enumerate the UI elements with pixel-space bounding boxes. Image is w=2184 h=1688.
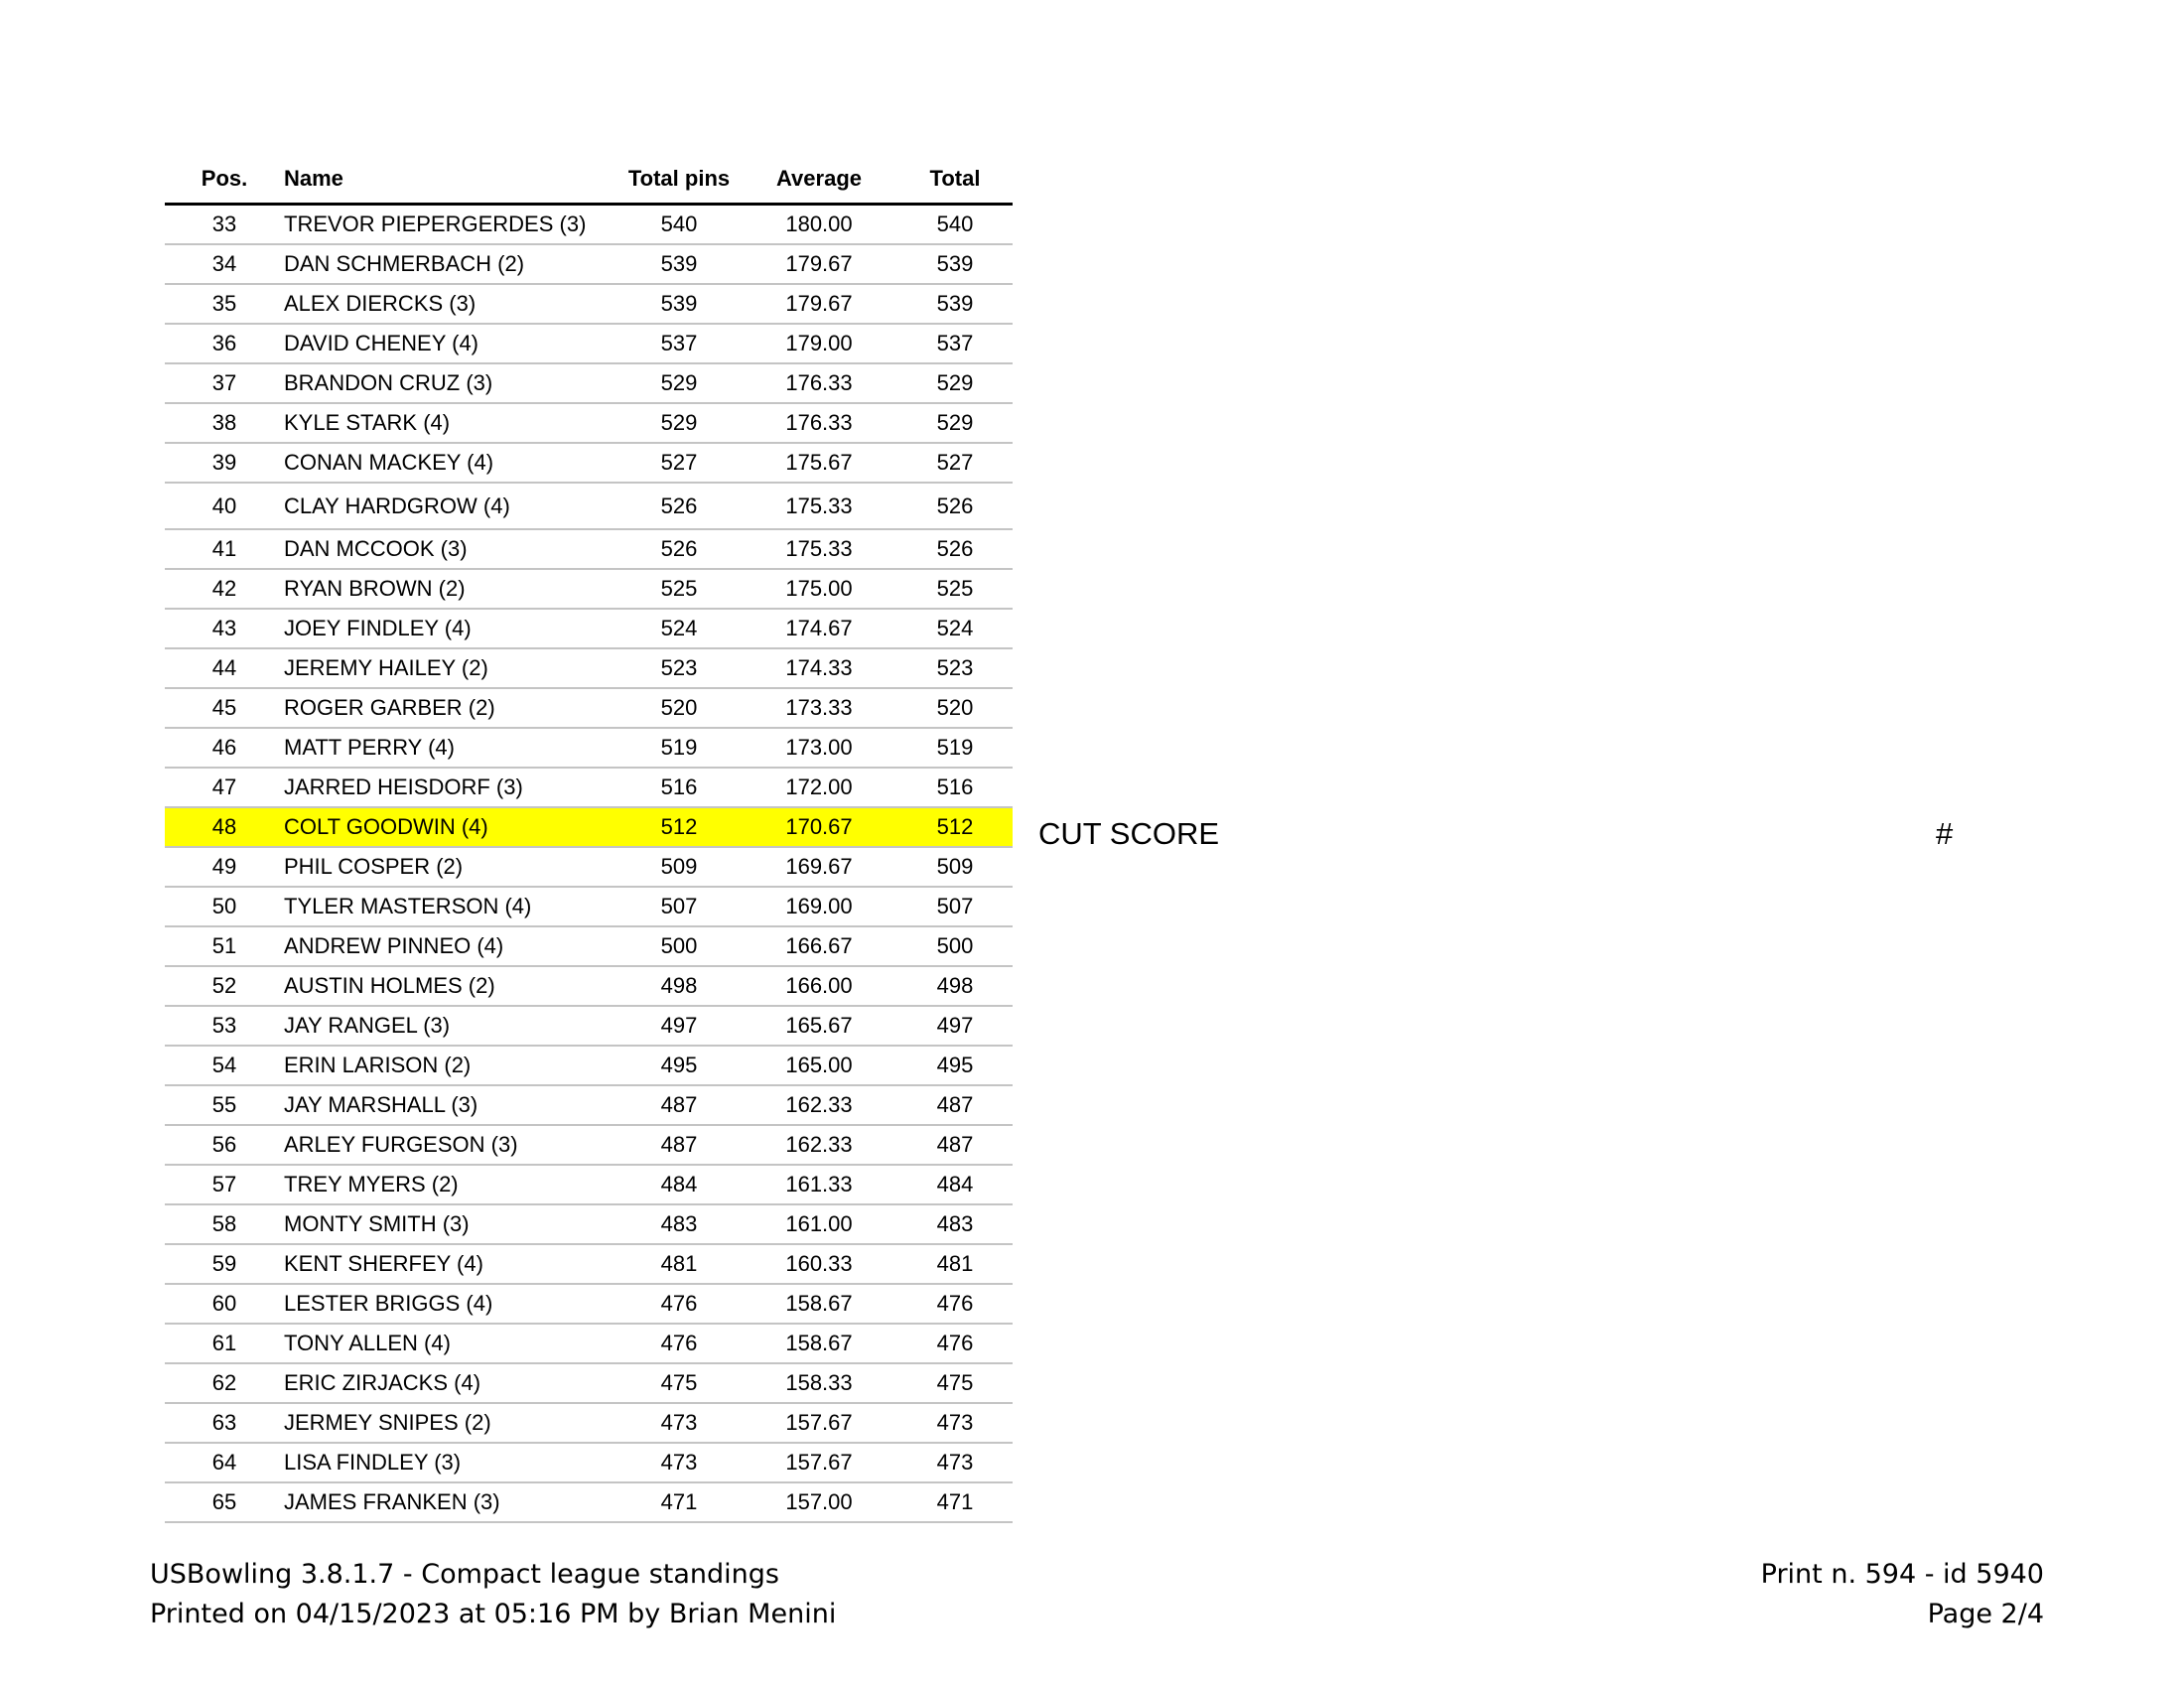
table-row xyxy=(165,1482,1013,1522)
row-total: 523 xyxy=(897,648,1013,688)
row-name: DAN SCHMERBACH (2) xyxy=(284,244,617,284)
table-row xyxy=(165,205,1013,245)
row-total-pins: 497 xyxy=(617,1006,741,1046)
table-row xyxy=(165,648,1013,688)
row-pos: 40 xyxy=(165,483,284,529)
table-row xyxy=(165,284,1013,324)
row-pos: 47 xyxy=(165,768,284,807)
row-name: TONY ALLEN (4) xyxy=(284,1324,617,1363)
row-average: 158.33 xyxy=(741,1363,897,1403)
row-pos: 50 xyxy=(165,887,284,926)
row-average: 176.33 xyxy=(741,363,897,403)
row-total-pins: 539 xyxy=(617,244,741,284)
row-total-pins: 539 xyxy=(617,284,741,324)
row-name: ERIN LARISON (2) xyxy=(284,1046,617,1085)
row-total-pins: 520 xyxy=(617,688,741,728)
row-pos: 53 xyxy=(165,1006,284,1046)
row-name: JERMEY SNIPES (2) xyxy=(284,1403,617,1443)
table-row xyxy=(165,609,1013,648)
table-row xyxy=(165,483,1013,529)
row-average: 166.67 xyxy=(741,926,897,966)
row-total-pins: 512 xyxy=(617,807,741,847)
table-row xyxy=(165,926,1013,966)
footer-print-id: Print n. 594 - id 5940 xyxy=(1760,1559,2044,1590)
row-average: 169.00 xyxy=(741,887,897,926)
table-row xyxy=(165,1244,1013,1284)
row-name: ANDREW PINNEO (4) xyxy=(284,926,617,966)
row-total-pins: 526 xyxy=(617,483,741,529)
row-total-pins: 516 xyxy=(617,768,741,807)
row-name: JEREMY HAILEY (2) xyxy=(284,648,617,688)
row-total: 500 xyxy=(897,926,1013,966)
row-average: 175.33 xyxy=(741,483,897,529)
row-total: 481 xyxy=(897,1244,1013,1284)
row-average: 162.33 xyxy=(741,1085,897,1125)
table-row xyxy=(165,966,1013,1006)
footer-printed-line: Printed on 04/15/2023 at 05:16 PM by Brian Menini xyxy=(150,1599,837,1629)
row-name: LESTER BRIGGS (4) xyxy=(284,1284,617,1324)
row-average: 157.00 xyxy=(741,1482,897,1522)
table-row xyxy=(165,1046,1013,1085)
row-name: KENT SHERFEY (4) xyxy=(284,1244,617,1284)
row-pos: 43 xyxy=(165,609,284,648)
row-total: 526 xyxy=(897,529,1013,569)
row-pos: 57 xyxy=(165,1165,284,1204)
header-total-pins: Total pins xyxy=(617,154,741,205)
row-pos: 54 xyxy=(165,1046,284,1085)
row-average: 157.67 xyxy=(741,1443,897,1482)
row-total-pins: 476 xyxy=(617,1324,741,1363)
table-row xyxy=(165,768,1013,807)
row-average: 158.67 xyxy=(741,1324,897,1363)
row-name: MONTY SMITH (3) xyxy=(284,1204,617,1244)
row-pos: 48 xyxy=(165,807,284,847)
standings-table xyxy=(165,154,1013,1523)
table-row xyxy=(165,1284,1013,1324)
row-average: 160.33 xyxy=(741,1244,897,1284)
row-total-pins: 519 xyxy=(617,728,741,768)
row-pos: 41 xyxy=(165,529,284,569)
row-total: 473 xyxy=(897,1403,1013,1443)
row-average: 165.67 xyxy=(741,1006,897,1046)
table-row xyxy=(165,728,1013,768)
row-pos: 39 xyxy=(165,443,284,483)
row-pos: 42 xyxy=(165,569,284,609)
row-total-pins: 484 xyxy=(617,1165,741,1204)
row-total-pins: 540 xyxy=(617,205,741,245)
row-pos: 62 xyxy=(165,1363,284,1403)
row-name: TYLER MASTERSON (4) xyxy=(284,887,617,926)
row-name: AUSTIN HOLMES (2) xyxy=(284,966,617,1006)
row-total-pins: 471 xyxy=(617,1482,741,1522)
row-total-pins: 525 xyxy=(617,569,741,609)
row-pos: 55 xyxy=(165,1085,284,1125)
row-total: 484 xyxy=(897,1165,1013,1204)
row-total: 475 xyxy=(897,1363,1013,1403)
row-average: 179.67 xyxy=(741,284,897,324)
row-name: JAMES FRANKEN (3) xyxy=(284,1482,617,1522)
row-total-pins: 473 xyxy=(617,1443,741,1482)
row-name: RYAN BROWN (2) xyxy=(284,569,617,609)
row-pos: 51 xyxy=(165,926,284,966)
row-pos: 35 xyxy=(165,284,284,324)
row-pos: 65 xyxy=(165,1482,284,1522)
header-total: Total xyxy=(897,154,1013,205)
row-total-pins: 475 xyxy=(617,1363,741,1403)
row-pos: 46 xyxy=(165,728,284,768)
row-total: 471 xyxy=(897,1482,1013,1522)
row-total-pins: 527 xyxy=(617,443,741,483)
row-average: 179.67 xyxy=(741,244,897,284)
row-name: COLT GOODWIN (4) xyxy=(284,807,617,847)
row-pos: 37 xyxy=(165,363,284,403)
table-row-highlighted xyxy=(165,807,1013,847)
row-total: 524 xyxy=(897,609,1013,648)
row-name: JAY MARSHALL (3) xyxy=(284,1085,617,1125)
row-average: 180.00 xyxy=(741,205,897,245)
header-name: Name xyxy=(284,154,617,205)
row-name: DAVID CHENEY (4) xyxy=(284,324,617,363)
cut-score-label: CUT SCORE xyxy=(1038,816,1220,851)
row-pos: 45 xyxy=(165,688,284,728)
row-name: CLAY HARDGROW (4) xyxy=(284,483,617,529)
row-average: 166.00 xyxy=(741,966,897,1006)
row-total: 537 xyxy=(897,324,1013,363)
row-name: DAN MCCOOK (3) xyxy=(284,529,617,569)
row-total: 495 xyxy=(897,1046,1013,1085)
row-total-pins: 526 xyxy=(617,529,741,569)
row-average: 174.67 xyxy=(741,609,897,648)
row-pos: 38 xyxy=(165,403,284,443)
table-row xyxy=(165,1204,1013,1244)
row-total-pins: 524 xyxy=(617,609,741,648)
row-total: 540 xyxy=(897,205,1013,245)
table-row xyxy=(165,363,1013,403)
row-name: CONAN MACKEY (4) xyxy=(284,443,617,483)
row-pos: 36 xyxy=(165,324,284,363)
row-total-pins: 495 xyxy=(617,1046,741,1085)
row-pos: 59 xyxy=(165,1244,284,1284)
row-pos: 44 xyxy=(165,648,284,688)
row-name: JARRED HEISDORF (3) xyxy=(284,768,617,807)
row-name: ERIC ZIRJACKS (4) xyxy=(284,1363,617,1403)
row-total: 483 xyxy=(897,1204,1013,1244)
table-row xyxy=(165,1363,1013,1403)
row-total: 516 xyxy=(897,768,1013,807)
cut-score-mark: # xyxy=(1936,816,1954,851)
row-pos: 33 xyxy=(165,205,284,245)
row-total: 539 xyxy=(897,244,1013,284)
row-average: 175.33 xyxy=(741,529,897,569)
row-pos: 49 xyxy=(165,847,284,887)
footer-app-line: USBowling 3.8.1.7 - Compact league standings xyxy=(150,1559,779,1590)
standings-body xyxy=(165,205,1013,1523)
row-average: 174.33 xyxy=(741,648,897,688)
row-pos: 34 xyxy=(165,244,284,284)
row-total: 527 xyxy=(897,443,1013,483)
row-total: 487 xyxy=(897,1085,1013,1125)
row-average: 157.67 xyxy=(741,1403,897,1443)
row-total-pins: 529 xyxy=(617,363,741,403)
row-total: 507 xyxy=(897,887,1013,926)
row-name: JOEY FINDLEY (4) xyxy=(284,609,617,648)
row-total-pins: 509 xyxy=(617,847,741,887)
row-name: ROGER GARBER (2) xyxy=(284,688,617,728)
table-row xyxy=(165,688,1013,728)
row-total-pins: 483 xyxy=(617,1204,741,1244)
row-pos: 52 xyxy=(165,966,284,1006)
row-pos: 58 xyxy=(165,1204,284,1244)
table-row xyxy=(165,1125,1013,1165)
table-row xyxy=(165,1324,1013,1363)
row-average: 179.00 xyxy=(741,324,897,363)
row-total-pins: 487 xyxy=(617,1125,741,1165)
row-average: 175.00 xyxy=(741,569,897,609)
row-name: MATT PERRY (4) xyxy=(284,728,617,768)
row-average: 162.33 xyxy=(741,1125,897,1165)
row-average: 169.67 xyxy=(741,847,897,887)
table-row xyxy=(165,529,1013,569)
row-pos: 56 xyxy=(165,1125,284,1165)
row-total-pins: 487 xyxy=(617,1085,741,1125)
row-total: 525 xyxy=(897,569,1013,609)
row-average: 175.67 xyxy=(741,443,897,483)
table-row xyxy=(165,443,1013,483)
row-average: 161.00 xyxy=(741,1204,897,1244)
table-row xyxy=(165,324,1013,363)
row-total-pins: 500 xyxy=(617,926,741,966)
row-total: 529 xyxy=(897,403,1013,443)
row-name: JAY RANGEL (3) xyxy=(284,1006,617,1046)
table-row xyxy=(165,1403,1013,1443)
row-total: 539 xyxy=(897,284,1013,324)
row-name: BRANDON CRUZ (3) xyxy=(284,363,617,403)
table-row xyxy=(165,1443,1013,1482)
row-total-pins: 507 xyxy=(617,887,741,926)
row-total-pins: 523 xyxy=(617,648,741,688)
row-total: 509 xyxy=(897,847,1013,887)
header-average: Average xyxy=(741,154,897,205)
row-total: 520 xyxy=(897,688,1013,728)
table-row xyxy=(165,887,1013,926)
row-total: 473 xyxy=(897,1443,1013,1482)
header-row xyxy=(165,154,1013,205)
table-row xyxy=(165,403,1013,443)
table-row xyxy=(165,1085,1013,1125)
row-total: 476 xyxy=(897,1324,1013,1363)
table-row xyxy=(165,244,1013,284)
row-average: 165.00 xyxy=(741,1046,897,1085)
row-total: 529 xyxy=(897,363,1013,403)
row-name: ARLEY FURGESON (3) xyxy=(284,1125,617,1165)
row-name: PHIL COSPER (2) xyxy=(284,847,617,887)
row-average: 176.33 xyxy=(741,403,897,443)
row-average: 170.67 xyxy=(741,807,897,847)
row-name: LISA FINDLEY (3) xyxy=(284,1443,617,1482)
row-total-pins: 481 xyxy=(617,1244,741,1284)
table-row xyxy=(165,847,1013,887)
row-total: 498 xyxy=(897,966,1013,1006)
row-average: 161.33 xyxy=(741,1165,897,1204)
row-name: ALEX DIERCKS (3) xyxy=(284,284,617,324)
row-pos: 63 xyxy=(165,1403,284,1443)
row-average: 158.67 xyxy=(741,1284,897,1324)
row-total-pins: 498 xyxy=(617,966,741,1006)
row-total: 497 xyxy=(897,1006,1013,1046)
row-total: 519 xyxy=(897,728,1013,768)
row-pos: 61 xyxy=(165,1324,284,1363)
header-pos: Pos. xyxy=(165,154,284,205)
row-total-pins: 537 xyxy=(617,324,741,363)
row-pos: 60 xyxy=(165,1284,284,1324)
row-pos: 64 xyxy=(165,1443,284,1482)
row-total-pins: 473 xyxy=(617,1403,741,1443)
row-total: 526 xyxy=(897,483,1013,529)
row-total-pins: 476 xyxy=(617,1284,741,1324)
table-row xyxy=(165,1006,1013,1046)
row-average: 172.00 xyxy=(741,768,897,807)
row-average: 173.00 xyxy=(741,728,897,768)
row-name: TREVOR PIEPERGERDES (3) xyxy=(284,205,617,245)
row-total: 487 xyxy=(897,1125,1013,1165)
footer-page-number: Page 2/4 xyxy=(1927,1599,2044,1629)
row-name: KYLE STARK (4) xyxy=(284,403,617,443)
row-total: 512 xyxy=(897,807,1013,847)
row-name: TREY MYERS (2) xyxy=(284,1165,617,1204)
table-row xyxy=(165,569,1013,609)
row-average: 173.33 xyxy=(741,688,897,728)
row-total: 476 xyxy=(897,1284,1013,1324)
row-total-pins: 529 xyxy=(617,403,741,443)
table-row xyxy=(165,1165,1013,1204)
